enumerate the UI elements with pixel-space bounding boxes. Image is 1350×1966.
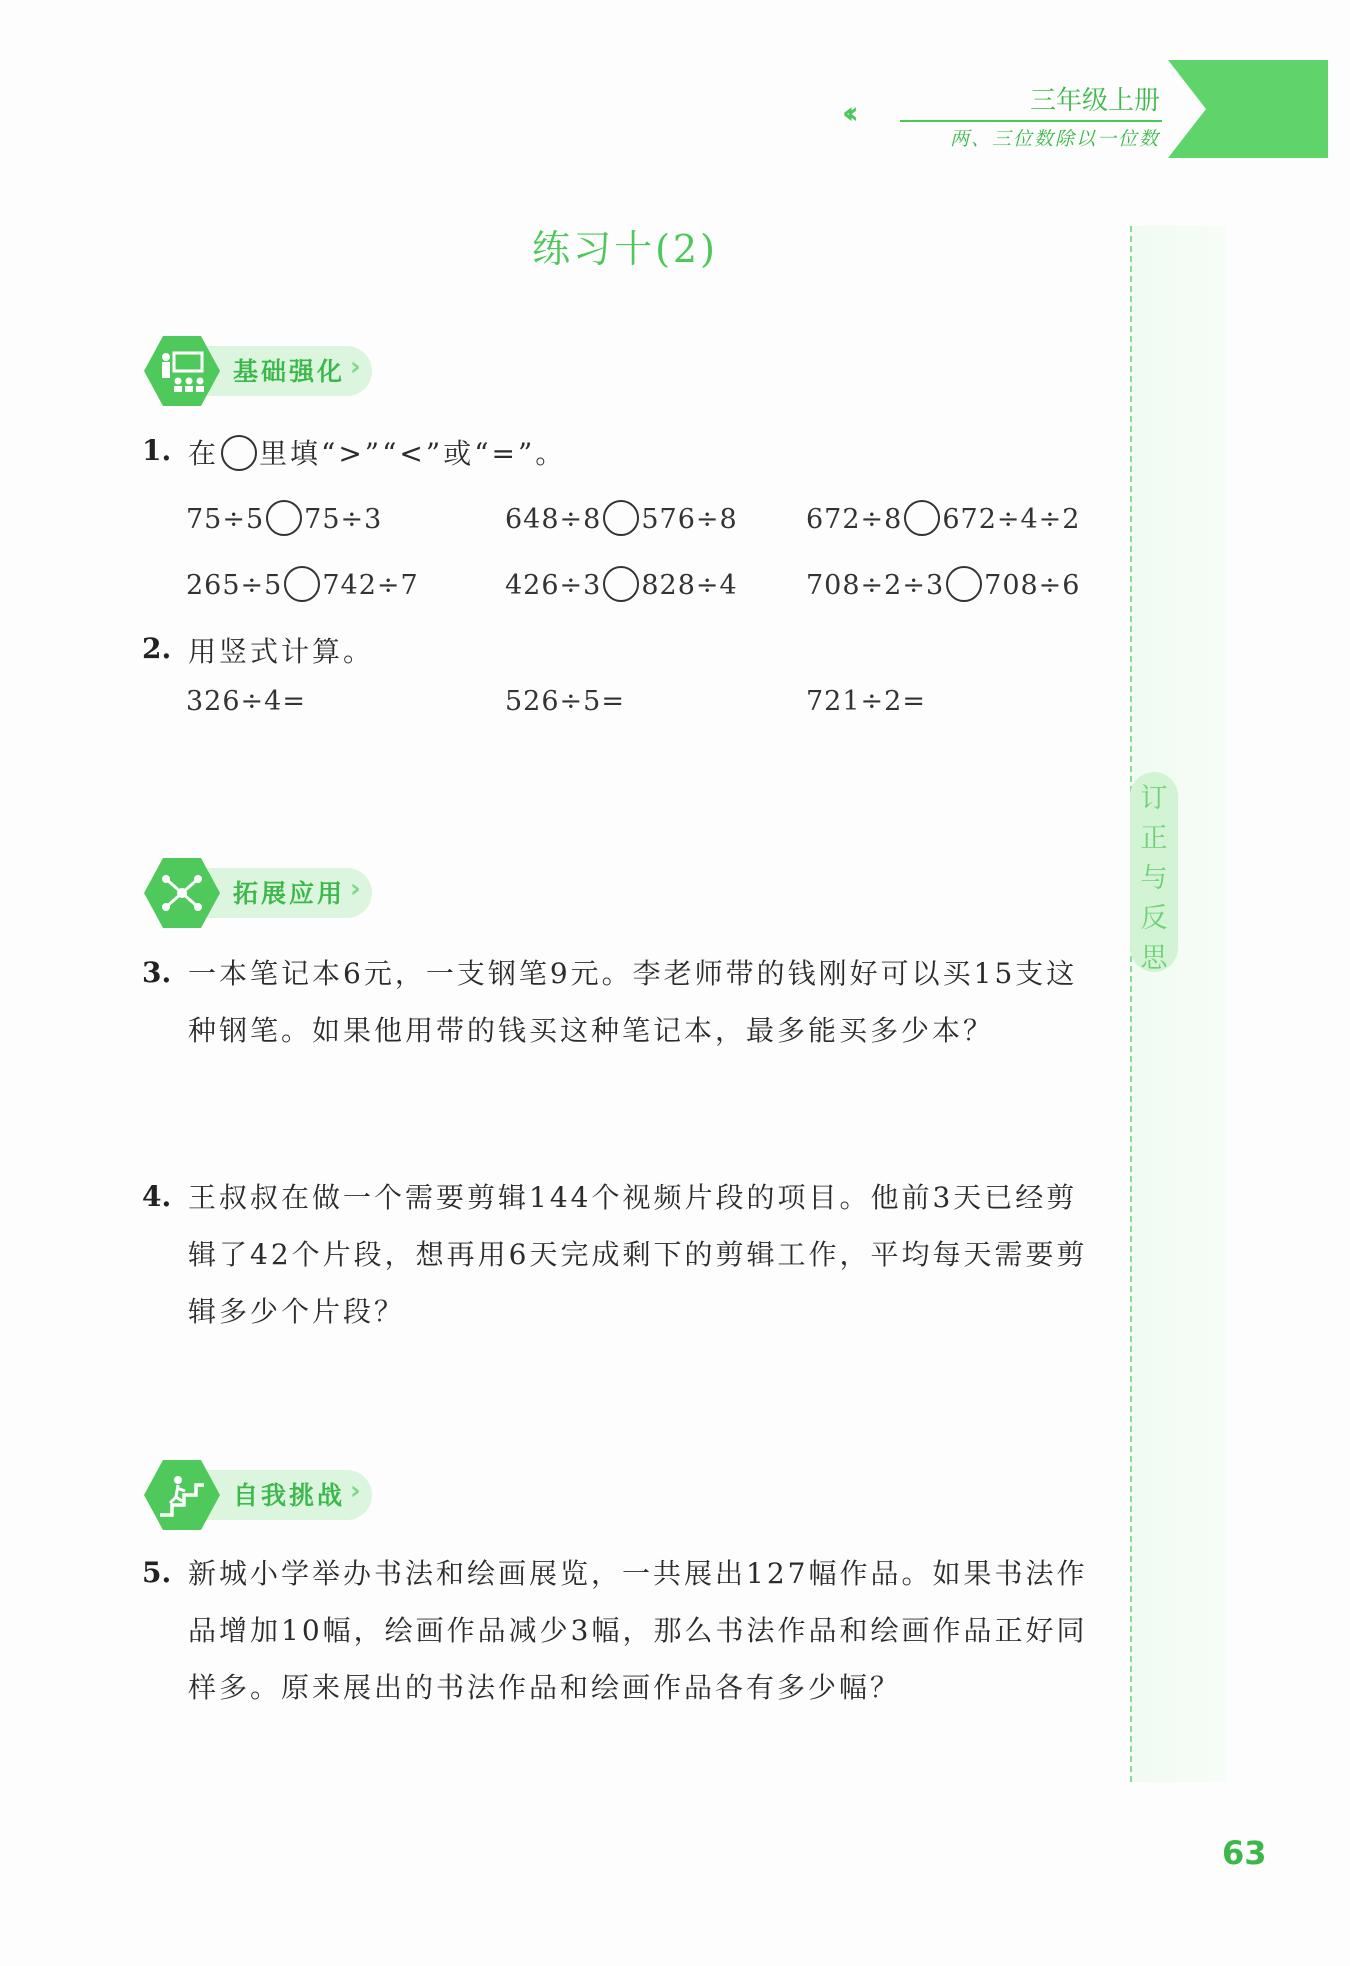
- calc-expression: 526÷5=: [505, 686, 625, 717]
- section-badge-extend: [140, 856, 380, 930]
- margin-char: 与: [1140, 863, 1168, 894]
- classroom-icon: [158, 349, 206, 393]
- compare-item: 708÷2÷3 708÷6: [806, 566, 1080, 602]
- answer-circle[interactable]: [284, 566, 320, 602]
- section-label: 拓展应用: [233, 879, 346, 908]
- chevron-right-icon: ›: [350, 1476, 361, 1506]
- header-band: [1168, 60, 1328, 158]
- margin-char: 正: [1140, 823, 1168, 854]
- problem-5-text: 新城小学举办书法和绘画展览，一共展出127幅作品。如果书法作品增加10幅，绘画作品减少3幅，那么书法作品和绘画作品正好同样多。原来展出的书法作品和绘画作品各有多少幅？: [188, 1557, 1088, 1704]
- compare-item: 648÷8 576÷8: [505, 500, 738, 536]
- margin-char: 反: [1140, 903, 1168, 934]
- chevron-right-icon: ›: [350, 352, 361, 382]
- calc-expression: 721÷2=: [806, 686, 926, 717]
- problem-number: 1.: [142, 434, 172, 467]
- header-divider: [900, 120, 1162, 122]
- section-label: 基础强化: [233, 357, 346, 386]
- problem-1-text: 在 里填“>”“<”或“=”。: [188, 437, 567, 470]
- header-grade: 三年级上册: [1029, 86, 1160, 116]
- network-icon: [158, 871, 206, 915]
- answer-circle[interactable]: [603, 500, 639, 536]
- section-label: 自我挑战: [233, 1481, 346, 1510]
- compare-item: 672÷8 672÷4÷2: [806, 500, 1080, 536]
- problem-4-text: 王叔叔在做一个需要剪辑144个视频片段的项目。他前3天已经剪辑了42个片段，想再用6天完成剩下的剪辑工作，平均每天需要剪辑多少个片段？: [188, 1181, 1088, 1328]
- page-title: 练习十(2): [532, 227, 718, 271]
- blank-circle[interactable]: [221, 435, 257, 471]
- margin-notes-column: [1130, 226, 1226, 1782]
- double-chevron-left-icon: ‹‹: [842, 96, 851, 131]
- problem-3-text: 一本笔记本6元，一支钢笔9元。李老师带的钱刚好可以买15支这种钢笔。如果他用带的钱买这种笔记本，最多能买多少本？: [188, 957, 1078, 1047]
- climbing-stairs-icon: [158, 1473, 206, 1517]
- page-number: 63: [1222, 1834, 1267, 1872]
- answer-circle[interactable]: [603, 566, 639, 602]
- compare-item: 265÷5 742÷7: [186, 566, 419, 602]
- section-badge-challenge: [140, 1458, 380, 1532]
- problem-number: 3.: [142, 956, 172, 989]
- problem-2-text: 用竖式计算。: [188, 635, 375, 668]
- section-badge-basic: [140, 334, 380, 408]
- chevron-right-icon: ›: [350, 874, 361, 904]
- compare-item: 426÷3 828÷4: [505, 566, 738, 602]
- problem-number: 4.: [142, 1180, 172, 1213]
- problem-number: 5.: [142, 1556, 172, 1589]
- problem-number: 2.: [142, 632, 172, 665]
- margin-char: 订: [1140, 783, 1168, 814]
- answer-circle[interactable]: [266, 500, 302, 536]
- header-unit: 两、三位数除以一位数: [949, 128, 1160, 150]
- calc-expression: 326÷4=: [186, 686, 306, 717]
- compare-item: 75÷5 75÷3: [186, 500, 382, 536]
- margin-char: 思: [1140, 943, 1168, 974]
- answer-circle[interactable]: [946, 566, 982, 602]
- answer-circle[interactable]: [904, 500, 940, 536]
